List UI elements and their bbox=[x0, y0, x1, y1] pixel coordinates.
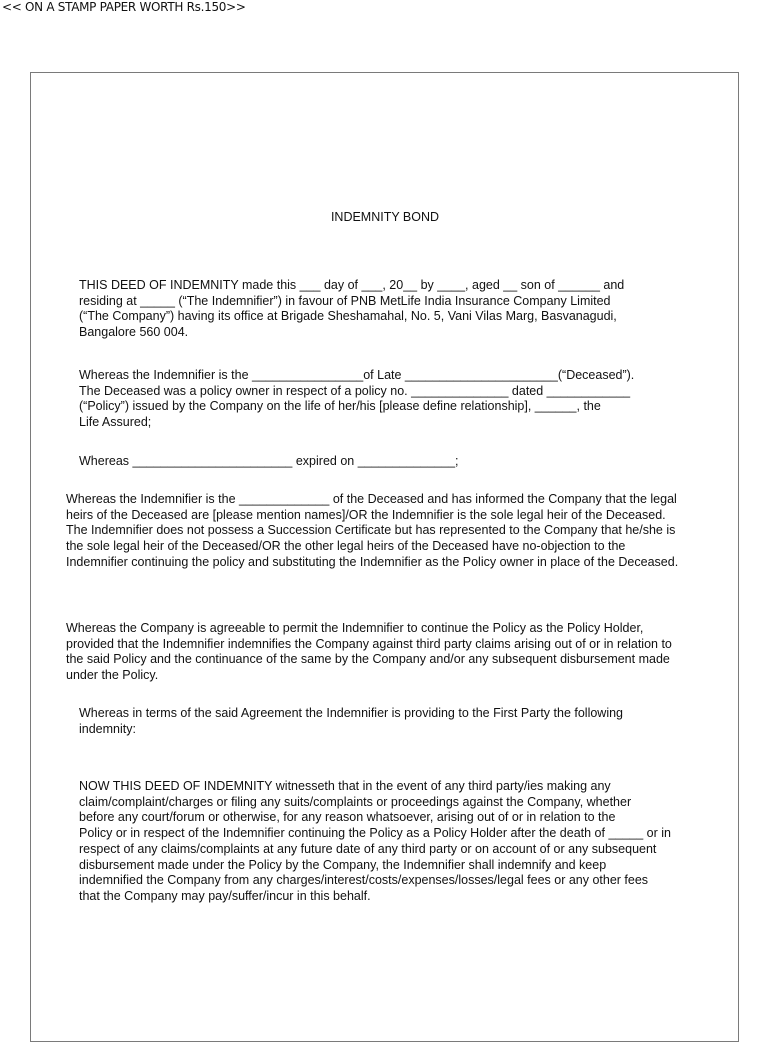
paragraph-whereas-relationship: Whereas the Indemnifier is the ________________of Late ______________________(“Deceased”). The Deceased was a policy owner in respect of a policy no. ______________ dated ____________ (“Policy”) issued by the Company on the life of her/his [please define relationship], ______, the Life Assured; bbox=[79, 368, 635, 430]
paragraph-whereas-expired: Whereas _______________________ expired on ______________; bbox=[79, 454, 459, 468]
stamp-paper-note: << ON A STAMP PAPER WORTH Rs.150>> bbox=[2, 0, 246, 14]
paragraph-deed-intro: THIS DEED OF INDEMNITY made this ___ day of ___, 20__ by ____, aged __ son of ______ and residing at _____ (“The Indemnifier”) in favour of PNB MetLife India Insurance Company Limited (“The Company”) having its office at Brigade Sheshamahal, No. 5, Vani Vilas Marg, Basvanagudi, Bangalore 560 004. bbox=[79, 278, 625, 340]
document-title: INDEMNITY BOND bbox=[330, 210, 440, 224]
paragraph-deed-witnesseth: NOW THIS DEED OF INDEMNITY witnesseth that in the event of any third party/ies making any claim/complaint/charges or filing any suits/complaints or proceedings against the Company, whether before any court/forum or otherwise, for any reason whatsoever, arising out of or in relation to the Policy or in respect of the Indemnifier continuing the Policy as a Policy Holder after the death of _____ or in respect of any claims/complaints at any future date of any third party or on account of or any subsequent disbursement made under the Policy by the Company, the Indemnifier shall indemnify and keep indemnified the Company from any charges/interest/costs/expenses/losses/legal fees or any other fees that the Company may pay/suffer/incur in this behalf. bbox=[79, 779, 671, 903]
paragraph-whereas-company-agreeable: Whereas the Company is agreeable to permit the Indemnifier to continue the Policy as the Policy Holder, provided that the Indemnifier indemnifies the Company against third party claims arising out of or in relation to the said Policy and the continuance of the same by the Company and/or any subsequent disbursement made under the Policy. bbox=[66, 621, 672, 683]
paragraph-whereas-legal-heirs: Whereas the Indemnifier is the _____________ of the Deceased and has informed the Company that the legal heirs of the Deceased are [please mention names]/OR the Indemnifier is the sole legal heir of the Deceased. The Indemnifier does not possess a Succession Certificate but has represented to the Company that he/she is the sole legal heir of the Deceased/OR the other legal heirs of the Deceased have no-objection to the Indemnifier continuing the policy and substituting the Indemnifier as the Policy owner in place of the Deceased. bbox=[66, 492, 679, 569]
paragraph-whereas-agreement: Whereas in terms of the said Agreement the Indemnifier is providing to the First Party the following indemnity: bbox=[79, 706, 624, 736]
